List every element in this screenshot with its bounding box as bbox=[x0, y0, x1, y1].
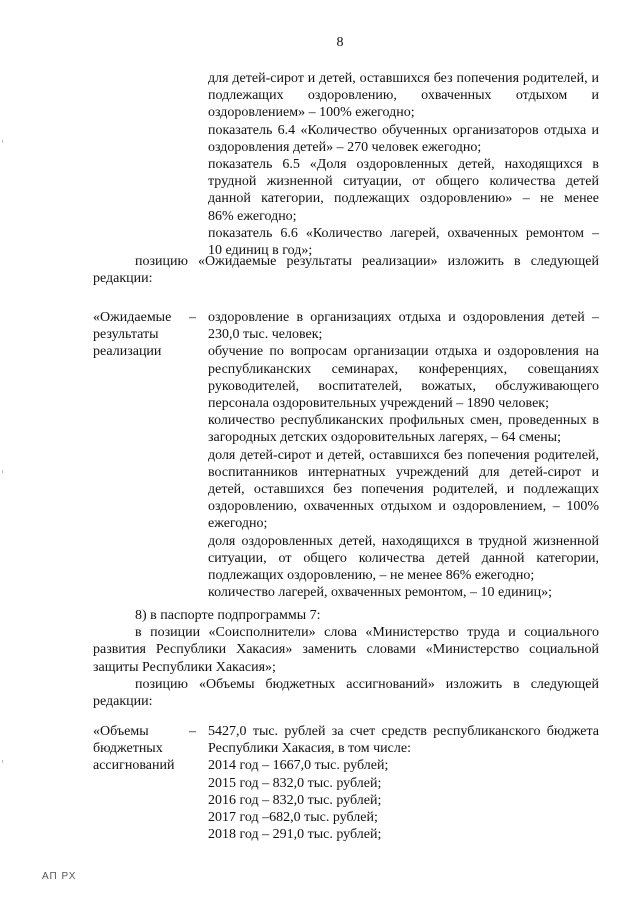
text-line: 230,0 тыс. человек; bbox=[208, 327, 323, 343]
text-line: 2014 год – 1667,0 тыс. рублей; bbox=[208, 758, 389, 774]
budget-label bbox=[93, 723, 179, 775]
page-number: 8 bbox=[336, 35, 344, 50]
text-line: республиканских семинарах, конференциях, совещаниях bbox=[208, 361, 599, 377]
top-indicator-block bbox=[208, 70, 599, 259]
text-line: доля детей-сирот и детей, оставшихся без попечения родителей, bbox=[208, 447, 599, 463]
text-line: для детей-сирот и детей, оставшихся без попечения родителей, и bbox=[208, 71, 599, 86]
text-line: 86% ежегодно; bbox=[208, 208, 297, 224]
row-dash: – bbox=[189, 310, 196, 325]
section-8 bbox=[93, 607, 599, 710]
text-line: 2018 год – 291,0 тыс. рублей; bbox=[208, 827, 382, 843]
label-line: реализации bbox=[93, 344, 162, 360]
text-line: показатель 6.5 «Доля оздоровленных детей, находящихся в bbox=[208, 157, 599, 173]
text-line: персонала оздоровительных учреждений – 1890 человек; bbox=[208, 396, 549, 412]
text-line: ежегодно; bbox=[208, 516, 268, 532]
section-heading: 8) в паспорте подпрограммы 7: bbox=[135, 608, 321, 623]
paragraph-line: позицию «Ожидаемые результаты реализации» изложить в следующей bbox=[135, 254, 599, 269]
paragraph-line: редакции: bbox=[93, 694, 153, 710]
text-line: подлежащих оздоровлению, – не менее 86% ежегодно; bbox=[208, 568, 535, 584]
text-line: оздоровления детей» – 270 человек ежегодно; bbox=[208, 139, 482, 155]
text-line: 2016 год – 832,0 тыс. рублей; bbox=[208, 792, 382, 808]
text-line: 2015 год – 832,0 тыс. рублей; bbox=[208, 775, 382, 791]
expected-results-content bbox=[208, 309, 599, 601]
paragraph-line: в позиции «Соисполнители» слова «Министерство труда и социального bbox=[135, 625, 599, 641]
scan-edge-mark bbox=[2, 760, 3, 763]
row-dash: – bbox=[189, 724, 196, 739]
text-line: воспитанников интернатных учреждений для детей-сирот и bbox=[208, 464, 599, 480]
text-line: количество лагерей, охваченных ремонтом, – 10 единиц»; bbox=[208, 585, 552, 601]
text-line: ситуации, от общего количества детей данной категории, bbox=[208, 550, 599, 566]
label-line: «Ожидаемые bbox=[93, 310, 172, 325]
text-line: 5427,0 тыс. рублей за счет средств республиканского бюджета bbox=[208, 724, 599, 739]
label-line: бюджетных bbox=[93, 741, 163, 757]
paragraph-line: редакции: bbox=[93, 271, 153, 287]
text-line: трудной жизненной ситуации, от общего количества детей bbox=[208, 174, 599, 190]
text-line: загородных детских оздоровительных лагерях, – 64 смены; bbox=[208, 430, 561, 446]
scan-edge-mark bbox=[2, 470, 3, 473]
scan-edge-mark bbox=[2, 140, 3, 143]
text-line: доля оздоровленных детей, находящихся в трудной жизненной bbox=[208, 533, 599, 549]
expected-results-label bbox=[93, 309, 179, 361]
budget-content bbox=[208, 723, 599, 843]
label-line: ассигнований bbox=[93, 758, 175, 774]
text-line: оздоровлению, охваченных отдыхом и оздоровлением, – 100% bbox=[208, 499, 599, 515]
text-line: руководителей, воспитателей, вожатых, обслуживающего bbox=[208, 378, 599, 394]
paragraph-expected-results bbox=[93, 253, 599, 287]
text-line: 10 единиц в год»; bbox=[208, 243, 313, 259]
label-line: «Объемы bbox=[93, 724, 149, 739]
text-line: количество республиканских профильных смен, проведенных в bbox=[208, 413, 599, 429]
text-line: Республики Хакасия, в том числе: bbox=[208, 741, 411, 757]
text-line: обучение по вопросам организации отдыха и оздоровления на bbox=[208, 344, 599, 360]
text-line: детей, оставшихся без попечения родителей, и подлежащих bbox=[208, 482, 599, 498]
text-line: оздоровление в организациях отдыха и оздоровления детей – bbox=[208, 310, 599, 325]
text-line: 2017 год –682,0 тыс. рублей; bbox=[208, 810, 378, 826]
text-line: показатель 6.4 «Количество обученных организаторов отдыха и bbox=[208, 122, 599, 138]
text-line: оздоровлением» – 100% ежегодно; bbox=[208, 105, 415, 121]
text-line: показатель 6.6 «Количество лагерей, охваченных ремонтом – bbox=[208, 225, 599, 241]
paragraph-line: позицию «Объемы бюджетных ассигнований» изложить в следующей bbox=[135, 676, 599, 692]
footer-mark: АП РХ bbox=[42, 871, 77, 882]
text-line: данной категории, подлежащих оздоровлению» – не менее bbox=[208, 191, 599, 207]
label-line: результаты bbox=[93, 327, 159, 343]
text-line: подлежащих оздоровлению, охваченных отдыхом и bbox=[208, 88, 599, 104]
paragraph-line: развития Республики Хакасия» заменить словами «Министерство социальной bbox=[93, 642, 599, 658]
paragraph-line: защиты Республики Хакасия»; bbox=[93, 659, 276, 675]
